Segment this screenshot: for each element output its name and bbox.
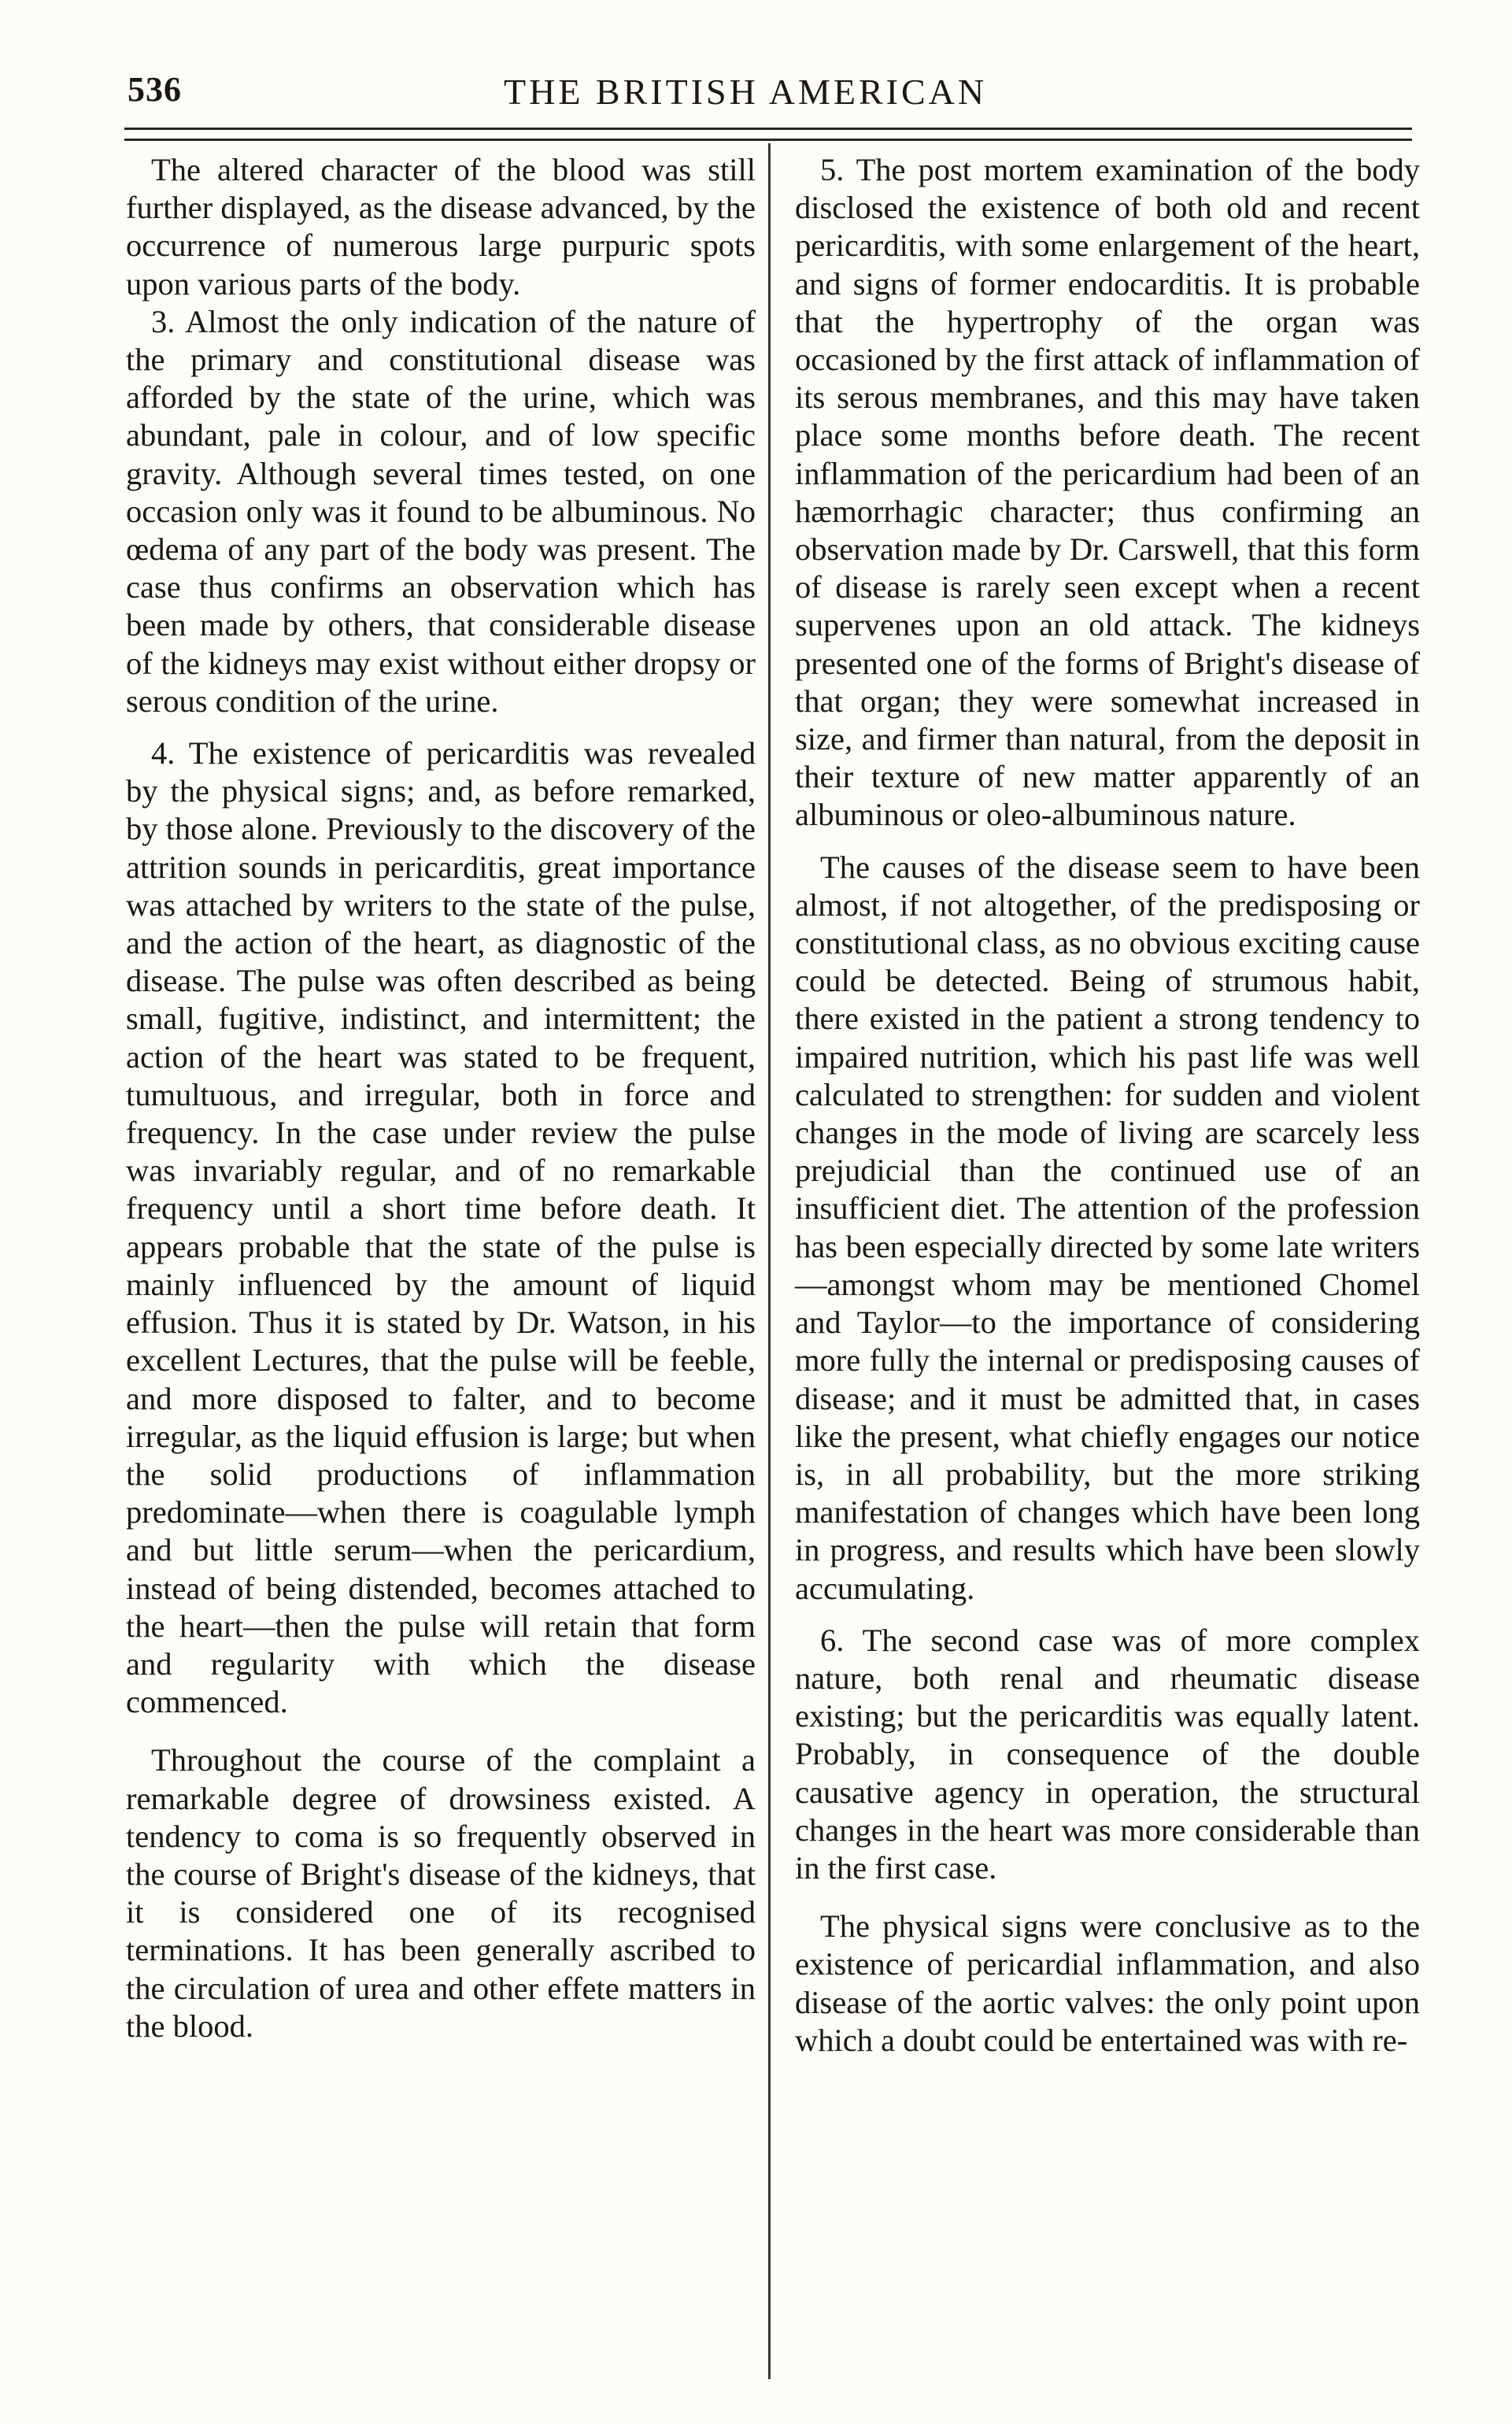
paragraph: Throughout the course of the complaint a remarkable degree of drowsiness existed. A tendency to coma is so frequently observed in the course of Bright's disease of the kidneys, that it is considered one of its recognised terminations. It has been generally ascribed to the circulation of urea and other effete matters in the blood. bbox=[126, 1742, 756, 2044]
right-column bbox=[795, 151, 1420, 2059]
paragraph: 6. The second case was of more complex nature, both renal and rheumatic disease existing; but the pericarditis was equally latent. Probably, in consequence of the double causative agency in operation, the structural changes in the heart was more considerable than in the first case. bbox=[795, 1622, 1420, 1886]
header-rule-top bbox=[124, 128, 1412, 130]
paragraph: The causes of the disease seem to have been almost, if not altogether, of the predisposing or constitutional class, as no obvious exciting cause could be detected. Being of strumous habit, there existed in the patient a strong tendency to impaired nutrition, which his past life was well calculated to strengthen: for sudden and violent changes in the mode of living are scarcely less prejudicial than the continued use of an insufficient diet. The attention of the profession has been especially directed by some late writers—amongst whom may be mentioned Chomel and Taylor—to the importance of considering more fully the internal or predisposing causes of disease; and it must be admitted that, in cases like the present, what chiefly engages our notice is, in all probability, but the more striking manifestation of changes which have been long in progress, and results which have been slowly accumulating. bbox=[795, 849, 1420, 1606]
left-column bbox=[126, 151, 756, 2045]
column-divider bbox=[768, 143, 771, 2379]
running-title: THE BRITISH AMERICAN bbox=[504, 72, 988, 112]
paragraph: 3. Almost the only indication of the nature of the primary and constitutional disease was afforded by the state of the urine, which was abundant, pale in colour, and of low specific gravity. Although several times tested, on one occasion only was it found to be albuminous. No œdema of any part of the body was present. The case thus confirms an observation which has been made by others, that considerable disease of the kidneys may exist without either dropsy or serous condition of the urine. bbox=[126, 303, 756, 719]
paragraph: 5. The post mortem examination of the body disclosed the existence of both old and recent pericarditis, with some enlargement of the heart, and signs of former endocarditis. It is probable that the hypertrophy of the organ was occasioned by the first attack of inflammation of its serous membranes, and this may have taken place some months before death. The recent inflammation of the pericardium had been of an hæmorrhagic character; thus confirming an observation made by Dr. Carswell, that this form of disease is rarely seen except when a recent supervenes upon an old attack. The kidneys presented one of the forms of Bright's disease of that organ; they were somewhat increased in size, and firmer than natural, from the deposit in their texture of new matter apparently of an albuminous or oleo-albuminous nature. bbox=[795, 152, 1420, 833]
paragraph: 4. The existence of pericarditis was revealed by the physical signs; and, as before remarked, by those alone. Previously to the discovery of the attrition sounds in pericarditis, great importance was attached by writers to the state of the pulse, and the action of the heart, as diagnostic of the disease. The pulse was often described as being small, fugitive, indistinct, and intermittent; the action of the heart was stated to be frequent, tumultuous, and irregular, both in force and frequency. In the case under review the pulse was invariably regular, and of no remarkable frequency until a short time before death. It appears probable that the state of the pulse is mainly influenced by the amount of liquid effusion. Thus it is stated by Dr. Watson, in his excellent Lectures, that the pulse will be feeble, and more disposed to falter, and to become irregular, as the liquid effusion is large; but when the solid productions of inflammation predominate—when there is coagulable lymph and but little serum—when the pericardium, instead of being distended, becomes attached to the heart—then the pulse will retain that form and regularity with which the disease commenced. bbox=[126, 735, 756, 1720]
page-number: 536 bbox=[128, 70, 182, 109]
paragraph: The altered character of the blood was still further displayed, as the disease advanced, by the occurrence of numerous large purpuric spots upon various parts of the body. bbox=[126, 152, 756, 302]
header-rule-bottom bbox=[124, 139, 1412, 141]
paragraph: The physical signs were conclusive as to the existence of pericardial inflammation, and also disease of the aortic valves: the only point upon which a doubt could be entertained was with re- bbox=[795, 1908, 1420, 2058]
